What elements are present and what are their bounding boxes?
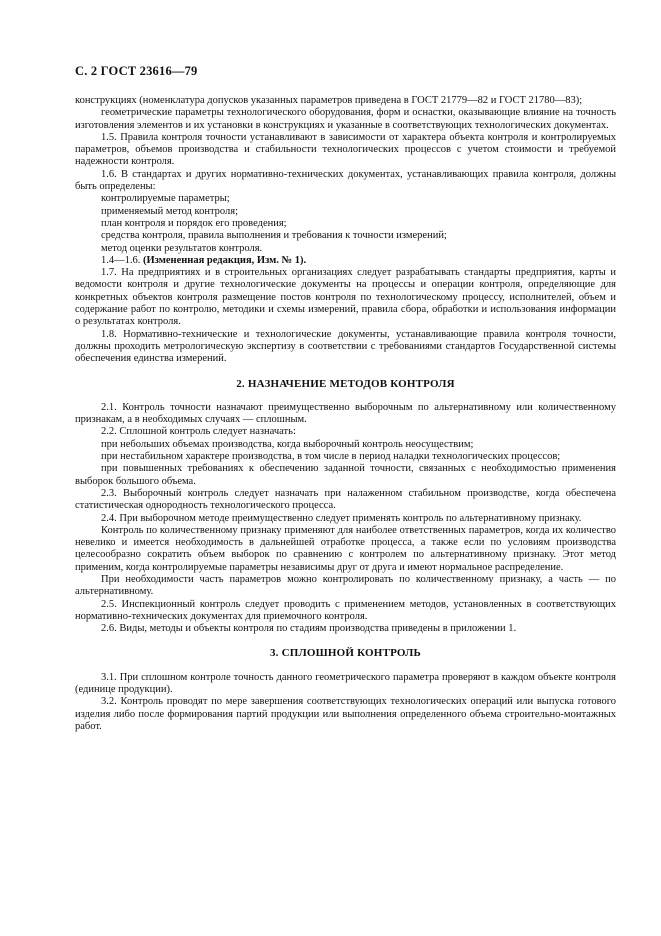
list-item: при небольших объемах производства, когда выборочный контроль неосуществим; (101, 438, 474, 450)
list-item: план контроля и порядок его проведения; (101, 217, 287, 229)
paragraph: 2.2. Сплошной контроль следует назначать: (101, 426, 296, 438)
list-item: при повышенных требованиях к обеспечению заданной точности, связанных с необходимостью применения выборок большого объема. (75, 463, 616, 487)
paragraph: 1.5. Правила контроля точности устанавливают в зависимости от характера объекта контроля и контролируемых параметров, объемов производства и стабильности технологических процессов с учетом стоимости и требуемой надежности контроля. (75, 131, 616, 168)
paragraph: 3.1. При сплошном контроле точность данного геометрического параметра проверяют в каждом объекте контроля (единице продукции). (75, 671, 616, 696)
document-body (75, 95, 616, 733)
paragraph: геометрические параметры технологического оборудования, форм и оснастки, оказывающие влияние на точность изготовления элементов и их установки в конструкциях и указанные в соответствующих технологических документах. (75, 107, 616, 131)
list-item: при нестабильном характере производства, в том числе в период наладки технологических процессов; (101, 451, 561, 463)
list-item: метод оценки результатов контроля. (101, 242, 263, 254)
paragraph: 3.2. Контроль проводят по мере завершения соответствующих технологических операций или выпуска готового изделия либо после формирования партий продукции или выполнения определенного объема строительно-монтажных работ. (75, 696, 616, 732)
paragraph: 1.7. На предприятиях и в строительных организациях следует разрабатывать стандарты предприятия, карты и ведомости контроля и другие технологические документы на процессы и операции контроля, определяющие для конкретных объектов контроля размещение постов контроля по технологическому процессу, исполнителей, объем и содержание работ по контролю, методики и схемы измерений, правила сбора, обработки и использования информации о результатах контроля. (75, 267, 616, 328)
list-item: контролируемые параметры; (101, 193, 230, 205)
amendment-prefix: 1.4—1.6. (101, 254, 143, 266)
list-item: применяемый метод контроля; (101, 205, 239, 217)
page-header: С. 2 ГОСТ 23616—79 (75, 64, 198, 78)
paragraph: 2.3. Выборочный контроль следует назначать при налаженном стабильном производстве, когда обеспечена статистическая однородность технологического процесса. (75, 487, 616, 512)
paragraph: конструкциях (номенклатура допусков указанных параметров приведена в ГОСТ 21779—82 и ГОСТ 21780—83); (75, 95, 583, 106)
paragraph: 1.8. Нормативно-технические и технологические документы, устанавливающие правила контроля точности, должны проходить метрологическую экспертизу в соответствии с требованиями стандартов Государственной системы обеспечения единства измерений. (75, 328, 616, 365)
paragraph: 2.5. Инспекционный контроль следует проводить с применением методов, установленных в соответствующих нормативно-технических документах для приемочного контроля. (75, 598, 616, 622)
list-item: средства контроля, правила выполнения и требования к точности измерений; (101, 230, 447, 242)
section-title: 3. СПЛОШНОЙ КОНТРОЛЬ (269, 647, 422, 660)
paragraph: 2.6. Виды, методы и объекты контроля по стадиям производства приведены в приложении 1. (101, 623, 517, 635)
paragraph: 2.1. Контроль точности назначают преимущественно выборочным по альтернативному или количественному признакам, а в необходимых случаях — сплошным. (75, 401, 616, 426)
paragraph: 2.4. При выборочном методе преимущественно следует применять контроль по альтернативному признаку. (101, 512, 582, 524)
section-title: 2. НАЗНАЧЕНИЕ МЕТОДОВ КОНТРОЛЯ (236, 377, 455, 390)
paragraph: При необходимости часть параметров можно контролировать по количественному признаку, а часть — по альтернативному. (75, 573, 616, 598)
amendment-label: (Измененная редакция, Изм. № 1). (143, 254, 307, 266)
amendment-note (75, 255, 616, 267)
paragraph: 1.6. В стандартах и других нормативно-технических документах, устанавливающих правила контроля, должны быть определены: (75, 168, 616, 193)
paragraph: Контроль по количественному признаку применяют для наиболее ответственных параметров, когда их количество невелико и имеется необходимость в дальнейшей отработке процесса, а также если по условиям производства целесообразно сократить объем выборок по сравнению с контролем по альтернативному признаку. Этот метод применим, когда контролируемые параметры независимы друг от друга и имеют нормальное распределение. (75, 524, 616, 573)
